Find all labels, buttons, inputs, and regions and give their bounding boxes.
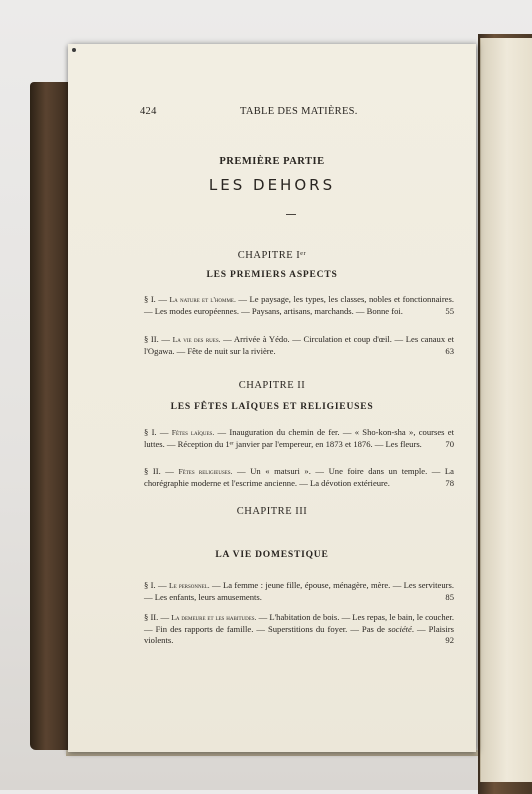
toc-entry[interactable] — [144, 427, 454, 450]
entry-heading: La nature et l'homme. — [169, 295, 236, 304]
entry-number: § I. — — [144, 427, 172, 437]
entry-number: § I. — — [144, 580, 170, 590]
entry-page: 55 — [445, 305, 454, 316]
part-label: PREMIÈRE PARTIE — [219, 156, 325, 167]
chapter-label: CHAPITRE III — [236, 506, 308, 517]
toc-entry[interactable] — [144, 612, 454, 647]
section-divider — [286, 214, 296, 215]
page-number: 424 — [140, 106, 157, 117]
entry-text: — La femme : jeune fille, épouse, ménagère, mère. — Les serviteurs. — Les enfants, leurs amusements. — [144, 580, 454, 602]
entry-heading: Le personnel. — [169, 581, 210, 590]
page-mark — [72, 48, 76, 52]
facing-page-edge — [480, 38, 532, 782]
chapter-label: CHAPITRE II — [238, 380, 306, 391]
entry-page: 92 — [445, 635, 454, 646]
entry-page: 70 — [445, 438, 454, 449]
page-header — [68, 106, 476, 120]
entry-text: — Inauguration du chemin de fer. — « Sho-kon-sha », courses et luttes. — Réception du 1ᵉʳ janvier par l'empereur, en 1873 et 1876. — Les fleurs. — [144, 427, 454, 449]
chapter-title: LES FÊTES LAÏQUES ET RELIGIEUSES — [170, 402, 374, 412]
entry-page: 63 — [445, 345, 454, 356]
entry-text: — Un « matsuri ». — Une foire dans un temple. — La chorégraphie moderne et l'escrime ancienne. — La dévotion extérieure. — [144, 466, 454, 488]
part-title: LES DEHORS — [208, 176, 336, 194]
entry-italic: société — [388, 623, 412, 634]
chapter-title: LES PREMIERS ASPECTS — [206, 270, 338, 280]
entry-text: — L'habitation de bois. — Les repas, le bain, le coucher. — Fin des rapports de famille. — Superstitions du foyer. — Pas de — [144, 612, 454, 634]
entry-page: 78 — [445, 477, 454, 488]
entry-heading: La vie des rues. — [172, 335, 221, 344]
chapter-label: CHAPITRE Iᵉʳ — [237, 250, 307, 261]
chapter-title: LA VIE DOMESTIQUE — [215, 550, 329, 560]
toc-entry[interactable] — [144, 294, 454, 317]
entry-text: — Arrivée à Yédo. — Circulation et coup d'œil. — Les canaux et l'Ogawa. — Fête de nuit sur la rivière. — [144, 334, 454, 356]
entry-tail: . — Plaisirs violents. — [144, 623, 454, 646]
entry-heading: La demeure et les habitudes. — [171, 613, 257, 622]
entry-heading: Fêtes laïques. — [171, 428, 215, 437]
book-page — [68, 44, 476, 752]
entry-page: 85 — [445, 591, 454, 602]
toc-entry[interactable] — [144, 334, 454, 357]
entry-number: § II. — — [144, 612, 172, 622]
toc-entry[interactable] — [144, 580, 454, 603]
entry-number: § I. — — [144, 294, 170, 304]
entry-text: — Le paysage, les types, les classes, nobles et fonctionnaires. — Les modes européennes. — Paysans, artisans, marchands. — Bonne foi. — [144, 294, 454, 316]
entry-heading: Fêtes religieuses. — [178, 467, 233, 476]
toc-entry[interactable] — [144, 466, 454, 489]
book-cover-left — [30, 82, 70, 750]
running-head: TABLE DES MATIÈRES. — [240, 106, 358, 117]
entry-number: § II. — — [144, 466, 179, 476]
entry-number: § II. — — [144, 334, 173, 344]
